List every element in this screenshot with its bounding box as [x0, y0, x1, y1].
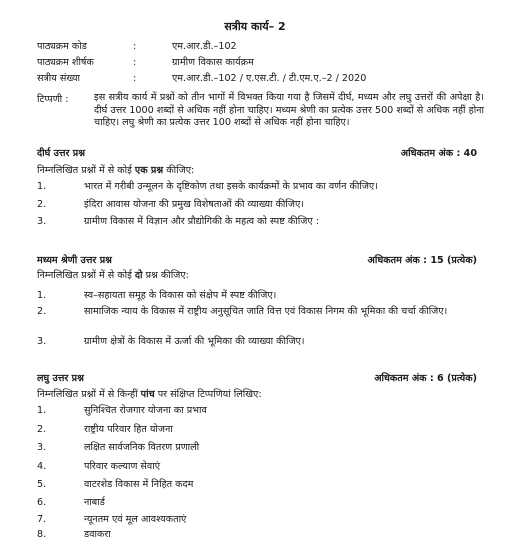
question-text: परिवार कल्याण सेवाएं — [84, 461, 161, 472]
meta-value: एम.आर.डी.–102 / ए.एस.टी. / टी.एम.ए.–2 / 2020 — [172, 73, 367, 84]
question-text: डवाकरा — [84, 529, 111, 540]
instruction-text: पर संक्षिप्त टिप्पणियां लिखिए: — [154, 389, 262, 400]
meta-label: पाठ्यक्रम कोड — [37, 41, 87, 52]
question-number: 5. — [37, 479, 47, 490]
question-text: वाटरशेड विकास में निहित कदम — [84, 479, 194, 490]
question-number: 6. — [37, 497, 47, 508]
section-instruction — [37, 269, 189, 283]
instruction-text: प्रश्न कीजिए: — [142, 270, 189, 281]
meta-value: ग्रामीण विकास कार्यक्रम — [172, 57, 254, 68]
question-text: लक्षित सार्वजनिक वितरण प्रणाली — [84, 442, 200, 453]
question-text: न्यूनतम एवं मूल आवश्यकताएं — [84, 514, 187, 525]
section-instruction — [37, 164, 194, 178]
section-marks: अधिकतम अंक : 40 — [400, 148, 477, 159]
instruction-text: कीजिए: — [163, 165, 195, 176]
instruction-text: निम्नलिखित प्रश्नों में से कोई — [37, 165, 135, 176]
section-short-header — [37, 372, 477, 386]
section-marks: अधिकतम अंक : 15 (प्रत्येक) — [367, 255, 477, 266]
question-text: स्व–सहायता समूह के विकास को संक्षेप में स्पष्ट कीजिए। — [84, 290, 277, 301]
section-title: मध्यम श्रेणी उत्तर प्रश्न — [37, 255, 112, 266]
instruction-emphasis: एक प्रश्न — [134, 165, 164, 176]
question-text: सामाजिक न्याय के विकास में राष्ट्रीय अनुसूचित जाति वित्त एवं विकास निगम की भूमिका की चर्चा कीजिए। — [84, 306, 448, 317]
question-number: 3. — [37, 442, 47, 453]
instruction-emphasis: पांच — [140, 389, 155, 400]
section-title: दीर्घ उत्तर प्रश्न — [37, 148, 85, 159]
section-marks: अधिकतम अंक : 6 (प्रत्येक) — [374, 373, 477, 384]
section-long-header — [37, 147, 477, 161]
question-text: भारत में गरीबी उन्मूलन के दृष्टिकोण तथा इसके कार्यक्रमों के प्रभाव का वर्णन कीजिए। — [84, 181, 378, 192]
question-number: 4. — [37, 461, 47, 472]
question-number: 7. — [37, 514, 47, 525]
page-title: सत्रीय कार्य– 2 — [224, 20, 286, 33]
question-number: 8. — [37, 529, 47, 540]
note-label: टिप्पणी : — [37, 94, 69, 105]
question-number: 3. — [37, 216, 47, 227]
question-text: ग्रामीण क्षेत्रों के विकास में ऊर्जा की भूमिका की व्याख्या कीजिए। — [84, 336, 305, 347]
question-text: सुनिश्चित रोजगार योजना का प्रभाव — [84, 405, 207, 416]
question-number: 2. — [37, 306, 47, 317]
question-text: इंदिरा आवास योजना की प्रमुख विशेषताओं की व्याख्या कीजिए। — [84, 199, 304, 210]
section-medium-header — [37, 254, 477, 268]
question-number: 2. — [37, 199, 47, 210]
note-text: इस सत्रीय कार्य में प्रश्नों को तीन भागों में विभक्त किया गया है जिसमें दीर्घ, मध्यम और लघु उत्तरों की अपेक्षा है। दीर्घ उत्तर 1000 शब्दों से अधिक नहीं होना चाहिए। मध्यम श्रेणी का प्रत्येक उत्तर 500 शब्दों से अधिक नहीं होना चाहिए। लघु श्रेणी का प्रत्येक उत्तर 100 शब्दों से अधिक नहीं होना चाहिए। — [94, 92, 484, 129]
section-title: लघु उत्तर प्रश्न — [37, 373, 84, 384]
question-number: 2. — [37, 424, 47, 435]
question-number: 1. — [37, 405, 47, 416]
meta-label: सत्रीय संख्या — [37, 73, 81, 84]
meta-colon: : — [133, 73, 137, 84]
section-instruction — [37, 388, 262, 402]
question-number: 1. — [37, 290, 47, 301]
meta-label: पाठ्यक्रम शीर्षक — [37, 57, 94, 68]
instruction-text: निम्नलिखित प्रश्नों में से किन्हीं — [37, 389, 141, 400]
instruction-text: निम्नलिखित प्रश्नों में से कोई — [37, 270, 135, 281]
instruction-emphasis: दो — [134, 270, 143, 281]
question-text: नाबार्ड — [84, 497, 105, 508]
meta-colon: : — [133, 57, 137, 68]
question-text: ग्रामीण विकास में विज्ञान और प्रौद्योगिकी के महत्व को स्पष्ट कीजिए : — [84, 216, 319, 227]
question-number: 1. — [37, 181, 47, 192]
meta-colon: : — [133, 41, 137, 52]
meta-value: एम.आर.डी.–102 — [172, 41, 237, 52]
question-number: 3. — [37, 336, 47, 347]
question-text: राष्ट्रीय परिवार हित योजना — [84, 424, 173, 435]
